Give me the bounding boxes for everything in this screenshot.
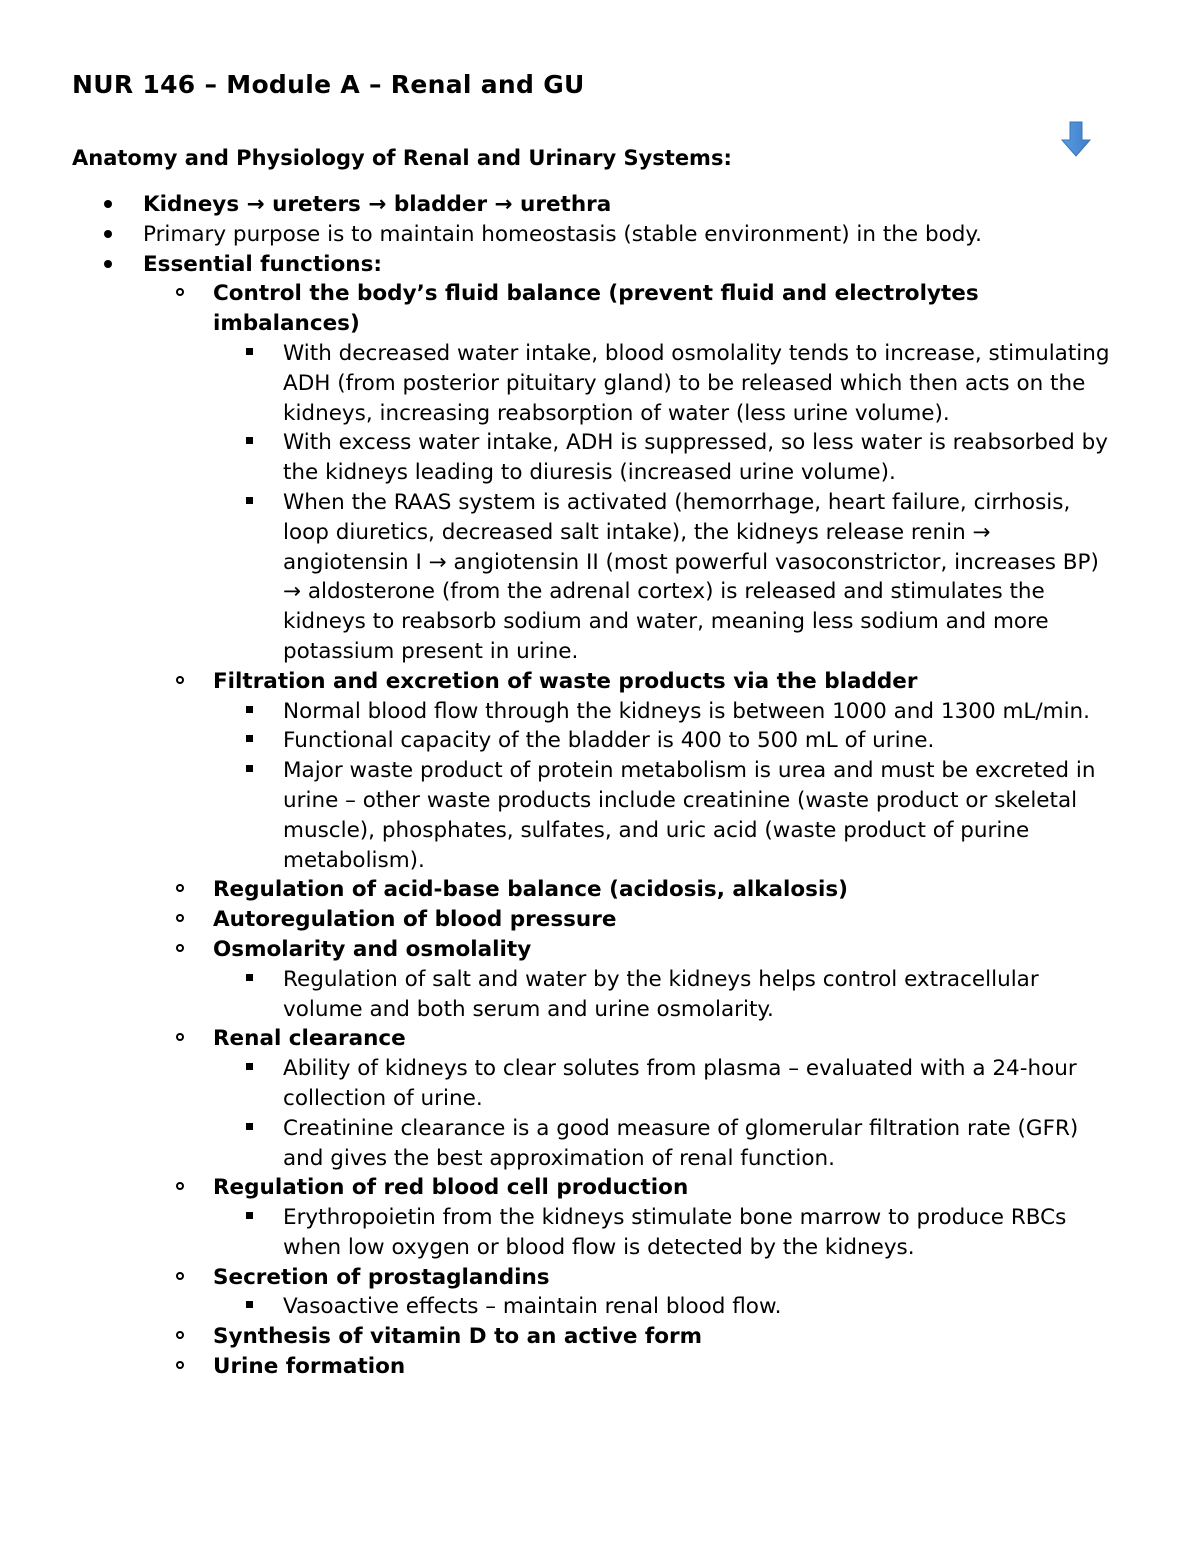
list-item [0,935,1118,965]
list-item [0,726,1118,756]
list-item-text: Synthesis of vitamin D to an active form [213,1324,703,1350]
list-item [0,1263,1118,1293]
bullet-disc-icon [104,220,112,250]
list-item [0,905,1118,935]
bullet-square-icon [246,697,253,727]
bullet-circle-icon [176,935,184,965]
bullet-square-icon [246,339,253,369]
bullet-disc-icon [104,250,112,280]
list-item [0,250,1133,280]
list-item-text: Normal blood flow through the kidneys is between 1000 and 1300 mL/min. [283,698,1091,724]
list-item [0,1292,1118,1322]
list-item [0,1114,1118,1174]
list-item [0,1024,1118,1054]
list-item-text: Filtration and excretion of waste products via the bladder [213,668,918,694]
list-item [0,667,1118,697]
list-item-text: Creatinine clearance is a good measure of glomerular filtration rate (GFR) and gives the best approximation of renal function. [283,1115,1079,1171]
bullet-circle-icon [176,905,184,935]
list-item [0,965,1118,1025]
list-item-text: With decreased water intake, blood osmolality tends to increase, stimulating ADH (from posterior pituitary gland) to be released which then acts on the kidneys, increasing reabsorption of water (less urine volume). [283,340,1110,426]
list-item [0,190,1133,220]
down-arrow-icon [1060,120,1092,158]
list-item-text: Vasoactive effects – maintain renal blood flow. [283,1294,782,1320]
bullet-square-icon [246,726,253,756]
list-item-text: Renal clearance [213,1026,406,1052]
list-item [0,339,1118,428]
bullet-circle-icon [176,667,184,697]
bullet-square-icon [246,1203,253,1233]
list-item-text: Regulation of salt and water by the kidneys helps control extracellular volume and both serum and urine osmolarity. [283,966,1039,1022]
list-item [0,1054,1118,1114]
list-item [0,756,1118,875]
list-item-text: Autoregulation of blood pressure [213,907,617,933]
section-heading: Anatomy and Physiology of Renal and Urinary Systems: [72,146,732,170]
bullet-square-icon [246,965,253,995]
list-item-text: When the RAAS system is activated (hemorrhage, heart failure, cirrhosis, loop diuretics, decreased salt intake), the kidneys release renin → angiotensin I → angiotensin II (most powerful vasoconstrictor, increases BP) → aldosterone (from the adrenal cortex) is released and stimulates the kidneys to reabsorb sodium and water, meaning less sodium and more potassium present in urine. [283,489,1099,664]
list-item [0,1173,1118,1203]
list-item [0,428,1118,488]
list-item [0,697,1118,727]
list-item-text: Functional capacity of the bladder is 400 to 500 mL of urine. [283,728,935,754]
bullet-circle-icon [176,1024,184,1054]
list-item-text: Osmolarity and osmolality [213,936,532,962]
list-item-text: Essential functions: [143,251,383,277]
page-title: NUR 146 – Module A – Renal and GU [72,70,585,99]
bullet-circle-icon [176,1263,184,1293]
list-item-text: Major waste product of protein metabolism is urea and must be excreted in urine – other waste products include creatinine (waste product or skeletal muscle), phosphates, sulfates, and uric acid (waste product of purine metabolism). [283,758,1096,873]
list-item [0,1352,1118,1382]
bullet-circle-icon [176,279,184,309]
bullet-square-icon [246,1292,253,1322]
bullet-circle-icon [176,875,184,905]
list-item-text: Regulation of acid-base balance (acidosis, alkalosis) [213,877,848,903]
list-item [0,1322,1118,1352]
bullet-square-icon [246,756,253,786]
list-item-text: Primary purpose is to maintain homeostasis (stable environment) in the body. [143,221,982,247]
bullet-square-icon [246,1114,253,1144]
list-item-text: Kidneys → ureters → bladder → urethra [143,192,612,217]
bullet-circle-icon [176,1352,184,1382]
list-item-text: Ability of kidneys to clear solutes from plasma – evaluated with a 24-hour collection of urine. [283,1056,1077,1111]
list-item-text: Secretion of prostaglandins [213,1264,550,1290]
list-item-text: With excess water intake, ADH is suppressed, so less water is reabsorbed by the kidneys leading to diuresis (increased urine volume). [283,430,1109,486]
bullet-circle-icon [176,1322,184,1352]
list-item [0,220,1133,250]
list-item [0,875,1118,905]
list-item-text: Regulation of red blood cell production [213,1175,689,1201]
bullet-square-icon [246,428,253,458]
bullet-square-icon [246,488,253,518]
bullet-disc-icon [104,190,112,220]
bullet-circle-icon [176,1173,184,1203]
bullet-square-icon [246,1054,253,1084]
list-item-text: Urine formation [213,1354,406,1380]
list-item [0,279,1118,339]
list-item [0,488,1118,667]
list-item-text: Control the body’s fluid balance (prevent fluid and electrolytes imbalances) [213,281,979,337]
outline-list [0,190,1200,1382]
list-item [0,1203,1118,1263]
list-item-text: Erythropoietin from the kidneys stimulate bone marrow to produce RBCs when low oxygen or blood flow is detected by the kidneys. [283,1205,1067,1260]
